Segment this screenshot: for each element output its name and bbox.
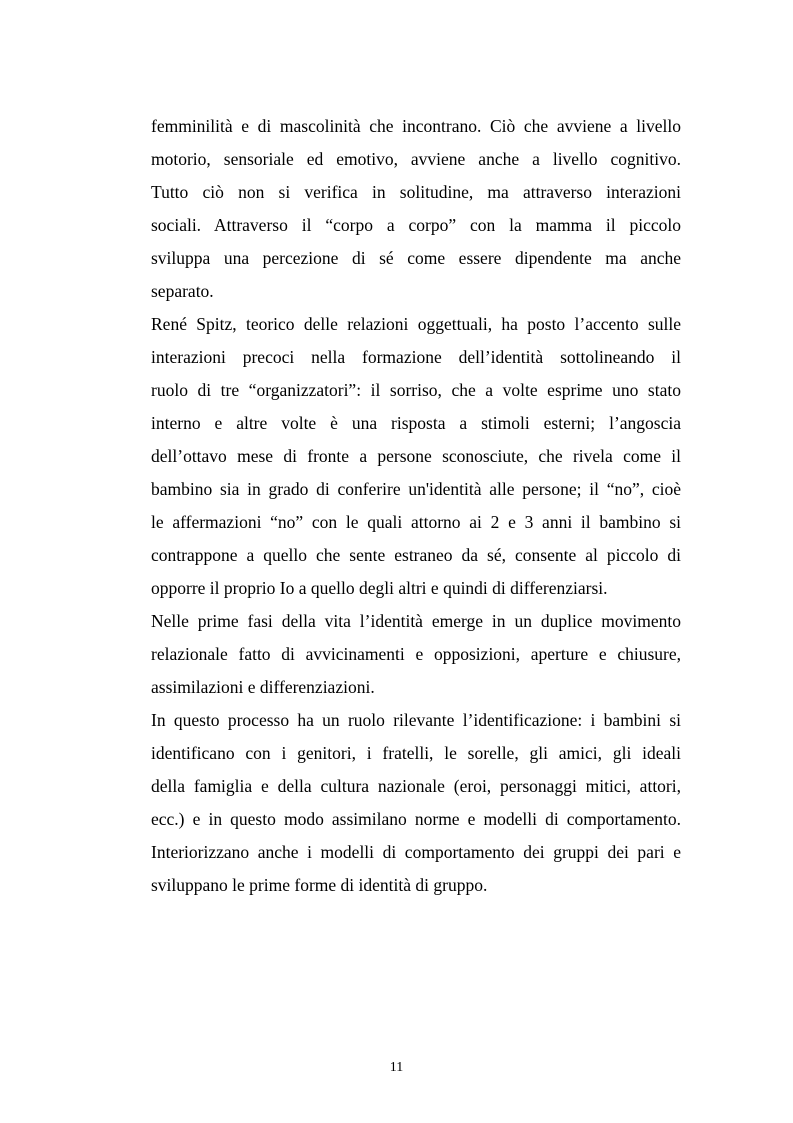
text-line: sociali. Attraverso il “corpo a corpo” con la mamma il piccolo [151, 215, 681, 235]
text-line: ruolo di tre “organizzatori”: il sorriso, che a volte esprime uno stato [151, 380, 681, 400]
paragraph-1 [151, 110, 681, 308]
text-line: femminilità e di mascolinità che incontrano. Ciò che avviene a livello [151, 116, 681, 136]
text-line: assimilazioni e differenziazioni. [151, 677, 375, 697]
text-line: bambino sia in grado di conferire un'identità alle persone; il “no”, cioè [151, 479, 681, 499]
text-line: Nelle prime fasi della vita l’identità emerge in un duplice movimento [151, 611, 681, 631]
paragraph-2 [151, 308, 681, 605]
text-line: René Spitz, teorico delle relazioni oggettuali, ha posto l’accento sulle [151, 314, 681, 334]
paragraph-3 [151, 605, 681, 704]
text-line: interazioni precoci nella formazione dell’identità sottolineando il [151, 347, 681, 367]
text-line: ecc.) e in questo modo assimilano norme e modelli di comportamento. [151, 809, 681, 829]
text-line: Tutto ciò non si verifica in solitudine, ma attraverso interazioni [151, 182, 681, 202]
text-line: motorio, sensoriale ed emotivo, avviene anche a livello cognitivo. [151, 149, 681, 169]
page-number: 11 [389, 1060, 404, 1075]
text-line: sviluppano le prime forme di identità di gruppo. [151, 875, 488, 895]
text-line: opporre il proprio Io a quello degli altri e quindi di differenziarsi. [151, 578, 608, 598]
text-line: dell’ottavo mese di fronte a persone sconosciute, che rivela come il [151, 446, 681, 466]
text-line: le affermazioni “no” con le quali attorno ai 2 e 3 anni il bambino si [151, 512, 681, 532]
text-line: In questo processo ha un ruolo rilevante l’identificazione: i bambini si [151, 710, 681, 730]
text-line: identificano con i genitori, i fratelli, le sorelle, gli amici, gli ideali [151, 743, 681, 763]
text-line: Interiorizzano anche i modelli di comportamento dei gruppi dei pari e [151, 842, 681, 862]
paragraph-4 [151, 704, 681, 902]
text-line: separato. [151, 281, 214, 301]
body-text [151, 110, 681, 902]
text-line: interno e altre volte è una risposta a stimoli esterni; l’angoscia [151, 413, 681, 433]
text-line: contrappone a quello che sente estraneo da sé, consente al piccolo di [151, 545, 681, 565]
text-line: della famiglia e della cultura nazionale (eroi, personaggi mitici, attori, [151, 776, 681, 796]
text-line: relazionale fatto di avvicinamenti e opposizioni, aperture e chiusure, [151, 644, 681, 664]
text-line: sviluppa una percezione di sé come essere dipendente ma anche [151, 248, 681, 268]
